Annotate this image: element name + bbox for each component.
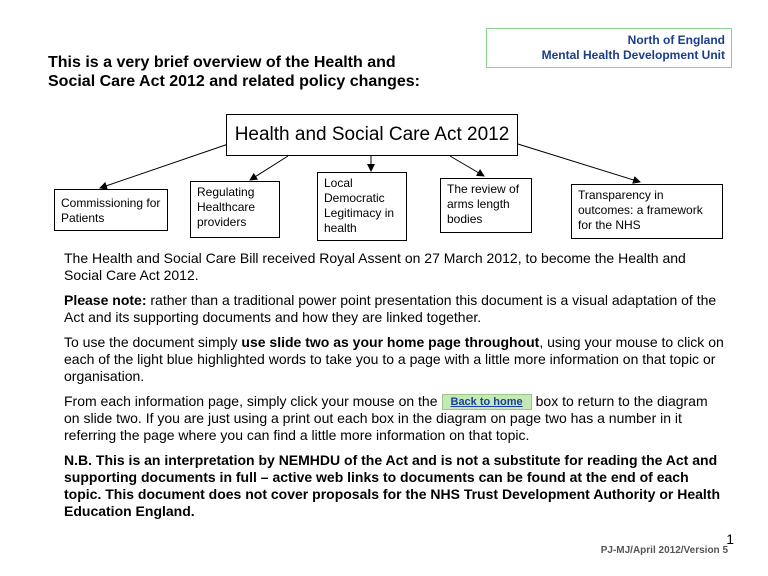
unit-name-line-2: Mental Health Development Unit	[541, 48, 725, 62]
title-line-1: This is a very brief overview of the Health and	[48, 54, 396, 71]
title-line-2: Social Care Act 2012 and related policy changes:	[48, 73, 420, 90]
instructions-bold: use slide two as your home page throughout	[241, 334, 540, 350]
paragraph-nb: N.B. This is an interpretation by NEMHDU of the Act and is not a substitute for reading the Act and supporting documents in full – active web links to documents can be found at the end of each topic. This document does not cover proposals for the NHS Trust Development Authority or Health Education England.	[64, 452, 720, 519]
please-note-text: rather than a traditional power point presentation this document is a visual adaptation of the Act and its supporting documents and how they are linked together.	[64, 292, 717, 325]
box-local-democratic[interactable]: Local Democratic Legitimacy in health	[317, 172, 407, 241]
paragraph-instructions	[64, 334, 724, 385]
act-main-box: Health and Social Care Act 2012	[226, 114, 518, 156]
box-transparency[interactable]: Transparency in outcomes: a framework for the NHS	[571, 184, 723, 239]
page-number: 1	[726, 531, 734, 547]
back-home-text-b: box to return to the diagram on slide two. If you are just using a print out each box in the diagram on page two has a number in it referring the page where you can find a little more information on that topic.	[64, 393, 708, 443]
please-note-label: Please note:	[64, 292, 147, 308]
box-regulating[interactable]: Regulating Healthcare providers	[190, 181, 280, 238]
arrow-regulating	[250, 156, 288, 180]
back-to-home-button[interactable]: Back to home	[442, 394, 532, 410]
back-home-text-a: From each information page, simply click your mouse on the	[64, 393, 438, 409]
paragraph-back-home	[64, 393, 724, 444]
version-label: PJ-MJ/April 2012/Version 5	[600, 545, 728, 556]
instructions-text-a: To use the document simply	[64, 334, 242, 350]
arrow-transparency	[505, 140, 640, 182]
arrow-review	[450, 156, 484, 176]
box-review-arms-length[interactable]: The review of arms length bodies	[440, 178, 532, 233]
body-text	[64, 250, 724, 528]
paragraph-please-note	[64, 292, 724, 326]
paragraph-royal-assent: The Health and Social Care Bill received Royal Assent on 27 March 2012, to become the Health and Social Care Act 2012.	[64, 250, 686, 283]
box-commissioning[interactable]: Commissioning for Patients	[54, 189, 168, 231]
unit-name-line-1: North of England	[627, 33, 725, 47]
instructions-text-b: , using your mouse to click on each of the light blue highlighted words to take you to a page with a little more information on that topic or organisation.	[64, 334, 724, 384]
